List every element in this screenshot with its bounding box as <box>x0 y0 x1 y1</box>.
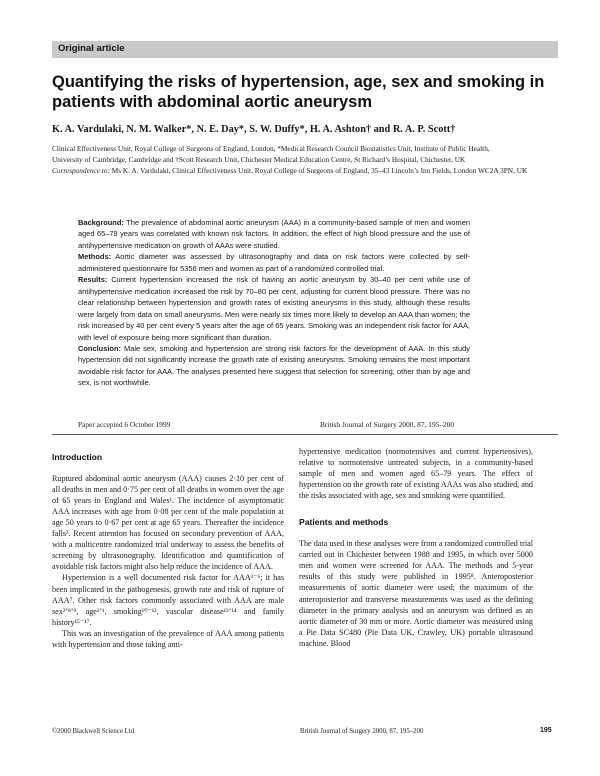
background-text: The prevalence of abdominal aortic aneurysm (AAA) in a community-based sample of men and women aged 65–79 years was correlated with known risk factors. In addition, the effect of high blood pressure and the use of antihypertensive medication on growth of AAAs were studied. <box>78 218 470 250</box>
footer-journal-reference: British Journal of Surgery 2000, 87, 195–200 <box>300 728 424 735</box>
abstract-methods <box>78 251 470 274</box>
article-title: Quantifying the risks of hypertension, age, sex and smoking in patients with abdominal aortic aneurysm <box>52 73 545 111</box>
right-column <box>299 446 533 649</box>
affiliation-line: Clinical Effectiveness Unit, Royal College of Surgeons of England, London, *Medical Research Council Biostatistics Unit, Institute of Public Health, <box>52 144 490 153</box>
page-number: 195 <box>540 727 552 734</box>
methods-label: Methods: <box>78 252 112 262</box>
introduction-paragraph: Ruptured abdominal aortic aneurysm (AAA) causes 2·10 per cent of all deaths in men and 0·75 per cent of all deaths in women over the age of 65 years in England and Wales¹. The incidence of asymptomatic AAA increases with age from 0·08 per cent of the male population at age 50 years to 0·67 per cent at age 65 years. Thereafter the incidence falls². Recent attention has focused on secondary prevention of AAA, with a multicentre randomized trial underway to assess the benefits of screening by ultrasonography. Identification and quantification of avoidable risk factors might also help reduce the incidence of AAA. <box>52 474 284 572</box>
abstract-conclusion <box>78 343 470 389</box>
conclusion-text: Male sex, smoking and hypertension are strong risk factors for the development of AAA. In this study hypertension did not significantly increase the growth rate of existing aneurysms. Smoking remains the most important avoidable risk factor for AAA. The analyses presented here suggest that selection for screening, other than by age and sex, is not worthwhile. <box>78 343 470 388</box>
results-label: Results: <box>78 275 108 285</box>
abstract-results <box>78 274 470 343</box>
abstract-background <box>78 217 470 251</box>
author-list: K. A. Vardulaki, N. M. Walker*, N. E. Day*, S. W. Duffy*, H. A. Ashton† and R. A. P. Scott† <box>52 124 456 135</box>
introduction-paragraph: This was an investigation of the prevalence of AAA among patients with hypertension and those taking anti- <box>52 628 284 649</box>
background-label: Background: <box>78 218 124 227</box>
article-type-bar <box>52 41 558 58</box>
introduction-paragraph-continued: hypertensive medication (normotensives and current hypertensives), relative to normotensive untreated subjects, in a community-based sample of men and women aged 65–79 years. The effect of hypertension on the growth rate of existing AAAs was also studied, and the risks associated with age, sex and smoking were quantified. <box>299 447 533 501</box>
abstract <box>78 217 470 389</box>
results-text: Current hypertension increased the risk of having an aortic aneurysm by 30–40 per cent while use of antihypertensive medication increased the risk by 70–80 per cent, adjusting for current blood pressure. There was no clear relationship between hypertension and growth rates of existing aneurysms in this study, although these results were largely from data on small aneurysms. Men were nearly six times more likely to develop an AAA than women; the risk increased by 40 per cent every 5 years after the age of 65 years. Smoking was an independent risk factor for AAA, with level of exposure being more significant than duration. <box>78 275 470 342</box>
journal-reference: British Journal of Surgery 2000, 87, 195–200 <box>320 420 455 429</box>
methods-heading: Patients and methods <box>299 517 389 528</box>
paper-accepted-date: Paper accepted 6 October 1999 <box>78 420 171 429</box>
affiliations <box>52 143 558 176</box>
copyright-notice: ©2000 Blackwell Science Ltd <box>52 728 134 735</box>
left-column <box>52 452 284 650</box>
correspondence-text: Ms K. A. Vardulaki, Clinical Effectiveness Unit, Royal College of Surgeons of England, 35–43 Lincoln’s Inn Fields, London WC2A 3PN, UK <box>109 166 528 176</box>
methods-text: Aortic diameter was assessed by ultrasonography and data on risk factors were collected by self-administered questionnaire for 5356 men and women as part of a randomized controlled trial. <box>78 252 470 273</box>
correspondence-label: Correspondence to: <box>52 166 110 176</box>
correspondence <box>52 165 558 176</box>
introduction-heading: Introduction <box>52 452 103 462</box>
conclusion-label: Conclusion: <box>78 343 121 353</box>
article-type-label: Original article <box>58 43 125 54</box>
introduction-paragraph: Hypertension is a well documented risk factor for AAA³⁻⁶; it has been implicated in the pathogenesis, growth rate and risk of rupture of AAA⁷. Other risk factors commonly associated with AAA are male sex²ʼ⁸ʼ⁹, age¹ʼ¹, smoking¹⁰⁻¹², vascular disease¹³ʼ¹⁴ and family history¹⁵⁻¹⁷. <box>52 573 284 627</box>
divider <box>52 434 558 435</box>
methods-paragraph: The data used in these analyses were from a randomized controlled trial carried out in Chichester between 1988 and 1995, in which over 5000 men and women were screened for AAA. The methods and 5-year results of this study were published in 1995⁸. Anteroposterior measurements of aortic diameter were used; the maximum of the anteroposterior and transverse measurements was used as the defining diameter in the primary analysis and an aneurysm was defined as an aortic diameter of 30 mm or more. Aortic diameter was measured using a Pie Data SC480 (Pie Data UK, Crawley, UK) portable ultrasound machine. Blood <box>299 539 533 648</box>
affiliation-line: University of Cambridge, Cambridge and †Scott Research Unit, Chichester Medical Education Centre, St Richard’s Hospital, Chichester, UK <box>52 155 466 165</box>
